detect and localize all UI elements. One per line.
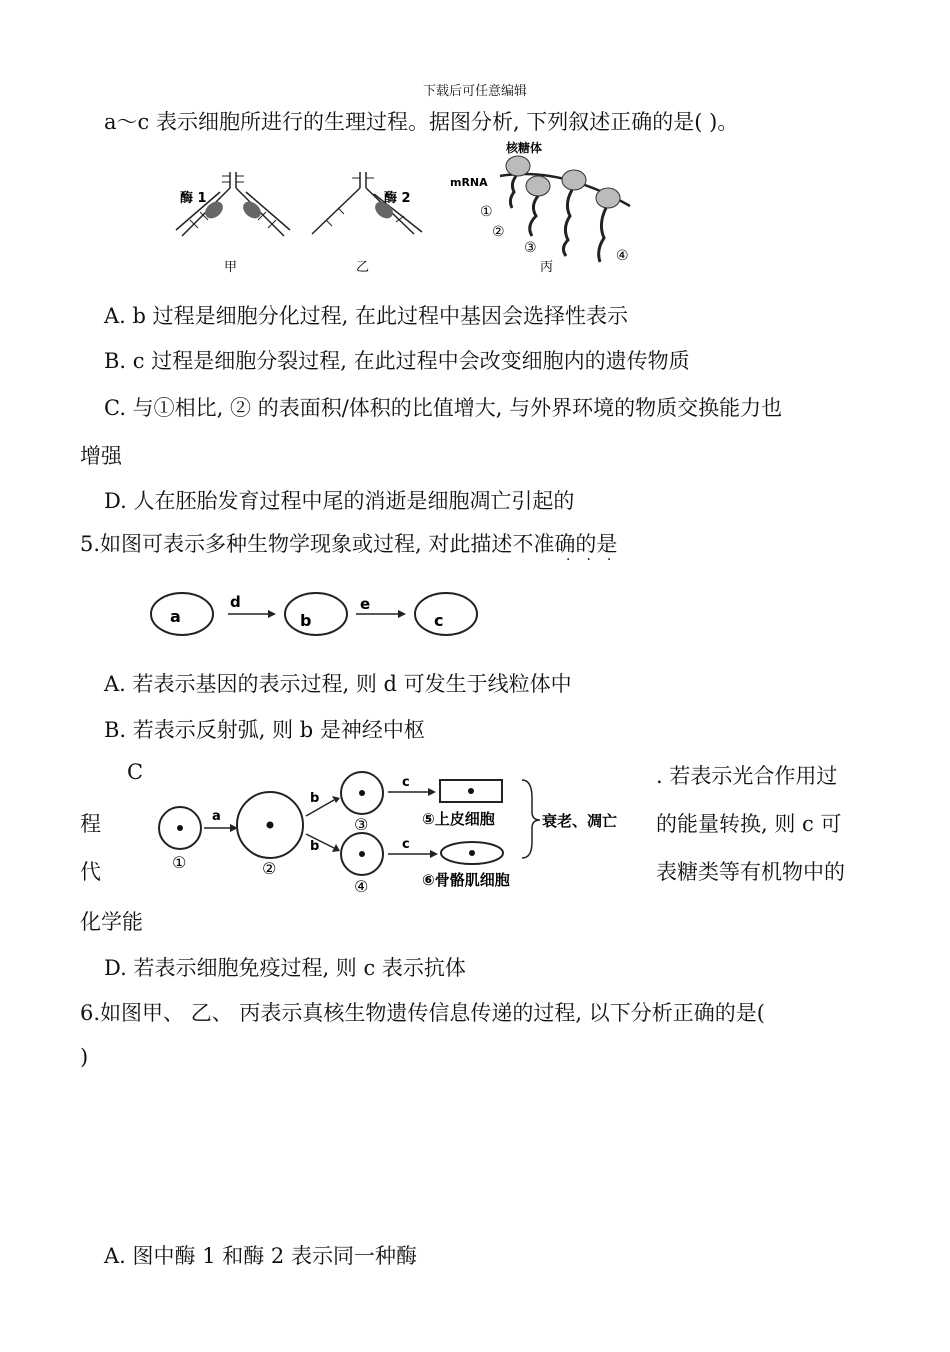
mrna-label: mRNA (450, 176, 488, 189)
enzyme1-label: 酶 1 (180, 191, 207, 206)
arrow-b-lower-label: b (310, 839, 320, 854)
node-b: b (300, 611, 312, 630)
figure-yi (312, 172, 422, 275)
q4-option-a: A. b 过程是细胞分化过程, 在此过程中基因会选择性表示 (104, 304, 628, 328)
bing-circle-4: ④ (616, 248, 629, 264)
q4-option-c: C. 与①相比, ② 的表面积/体积的比值增大, 与外界环境的物质交换能力也 (104, 396, 783, 420)
bing-circle-1: ① (480, 204, 493, 220)
enzyme2-label: 酶 2 (384, 191, 411, 206)
q4-intro: a～c 表示细胞所进行的生理过程。据图分析, 下列叙述正确的是( )。 (104, 110, 739, 134)
q6-option-a: A. 图中酶 1 和酶 2 表示同一种酶 (104, 1244, 417, 1268)
q5-option-a: A. 若表示基因的表示过程, 则 d 可发生于线粒体中 (104, 672, 572, 696)
q5-option-c-text-4: 化学能 (80, 910, 143, 934)
arrow-c-lower-label: c (402, 837, 410, 852)
q4-option-b: B. c 过程是细胞分裂过程, 在此过程中会改变细胞内的遗传物质 (104, 349, 690, 373)
label-yi: 乙 (356, 260, 370, 275)
q5-option-c-text-1: . 若表示光合作用过 (656, 764, 838, 788)
q5-option-c-left-2: 程 (80, 812, 101, 836)
q5-option-d: D. 若表示细胞免疫过程, 则 c 表示抗体 (104, 956, 466, 980)
cell-6-label: ⑥骨骼肌细胞 (422, 871, 510, 889)
figure-jia (176, 172, 290, 275)
q5-option-b: B. 若表示反射弧, 则 b 是神经中枢 (104, 718, 425, 742)
label-bing: 丙 (540, 260, 554, 275)
cell-5-label: ⑤上皮细胞 (422, 810, 495, 828)
arrow-d-label: d (230, 593, 241, 611)
cell-4-label: ④ (354, 877, 369, 896)
q5-figure (150, 588, 490, 643)
q5-cell-figure (150, 768, 650, 898)
cell-2-label: ② (262, 859, 277, 878)
emphasis-dots: ··· (566, 552, 628, 568)
arrow-c-upper-label: c (402, 775, 410, 790)
q4-figure (160, 136, 660, 281)
node-a: a (170, 607, 181, 626)
bing-circle-3: ③ (524, 240, 537, 256)
q5-option-c-left-3: 代 (80, 860, 101, 884)
bing-circle-2: ② (492, 224, 505, 240)
arrow-e-label: e (360, 595, 371, 613)
q5-stem: 5.如图可表示多种生物学现象或过程, 对此描述不准确的是 (80, 532, 618, 556)
cell-1-label: ① (172, 853, 187, 872)
label-jia: 甲 (224, 260, 238, 275)
q4-option-d: D. 人在胚胎发育过程中尾的消逝是细胞凋亡引起的 (104, 489, 575, 513)
arrow-a-label: a (212, 809, 221, 824)
q5-option-c-letter: C (127, 760, 144, 784)
brace-label: 衰老、凋亡 (542, 812, 618, 830)
page-header: 下载后可任意编辑 (422, 84, 527, 99)
q5-option-c-text-2: 的能量转换, 则 c 可 (656, 812, 842, 836)
node-c: c (434, 611, 444, 630)
cell-3-label: ③ (354, 815, 369, 834)
arrow-b-upper-label: b (310, 791, 320, 806)
q5-option-c-text-3: 表糖类等有机物中的 (656, 860, 845, 884)
ribosome-label: 核糖体 (506, 141, 543, 155)
q6-stem: 6.如图甲、 乙、 丙表示真核生物遗传信息传递的过程, 以下分析正确的是( (80, 1001, 765, 1025)
figure-bing (450, 140, 630, 275)
q4-option-c-cont: 增强 (80, 444, 122, 468)
q6-stem-cont: ) (80, 1045, 89, 1069)
